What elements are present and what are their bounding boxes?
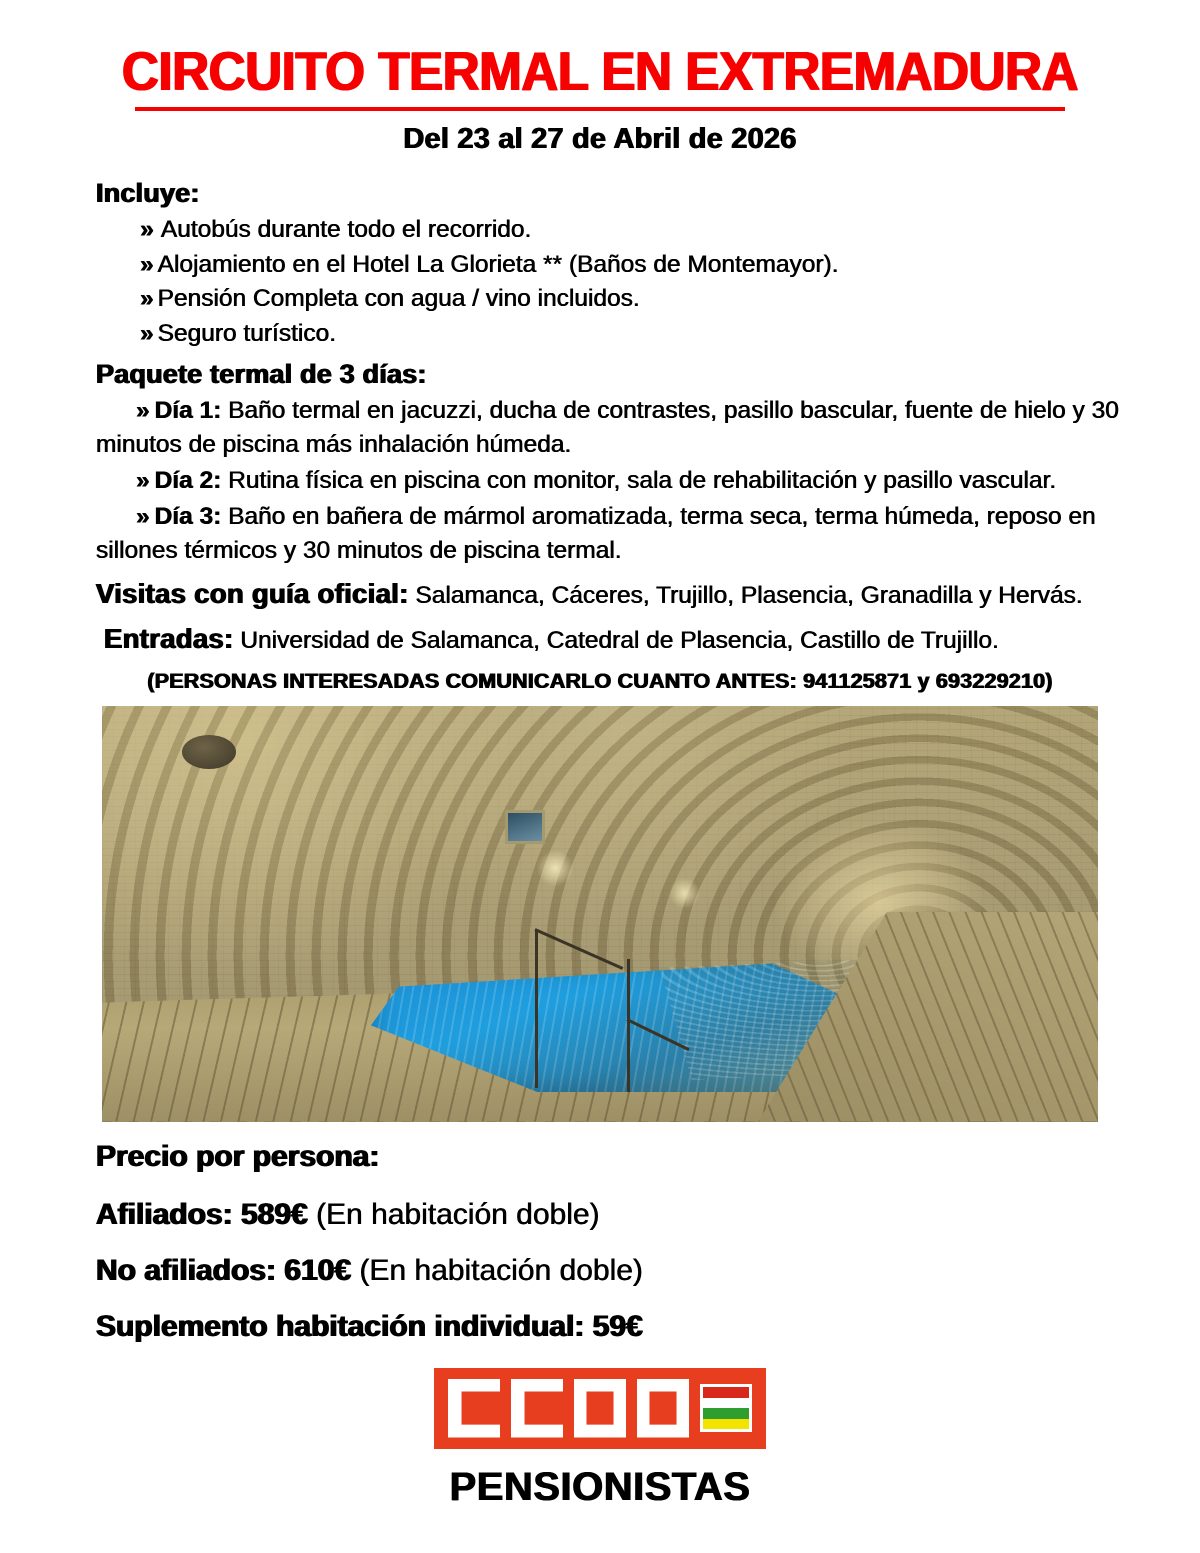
price-row-no-afiliados: [96, 1253, 1200, 1287]
day-label: Día 3:: [154, 502, 222, 530]
ceiling-oculus: [182, 735, 236, 769]
ccoo-letter-o-1: [574, 1379, 626, 1438]
price-label: Afiliados: 589€: [96, 1197, 308, 1231]
visits-text: Salamanca, Cáceres, Trujillo, Plasencia, Granadilla y Hervás.: [415, 582, 1083, 610]
chevron-icon: »: [136, 397, 150, 425]
tickets-heading: Entradas:: [104, 623, 234, 655]
package-day-3: [96, 500, 1138, 568]
day-text: Baño termal en jacuzzi, ducha de contrastes, pasillo bascular, fuente de hielo y 30 minutos de piscina más inhalación húmeda.: [96, 397, 1119, 459]
day-label: Día 2:: [154, 466, 222, 494]
organization-name: PENSIONISTAS: [449, 1464, 751, 1509]
day-text: Baño en bañera de mármol aromatizada, terma seca, terma húmeda, reposo en sillones térmicos y 30 minutos de piscina termal.: [96, 502, 1096, 564]
prices-heading: [96, 1139, 1200, 1173]
price-label: Suplemento habitación individual: 59€: [96, 1309, 643, 1343]
day-text: Rutina física en piscina con monitor, sala de rehabilitación y pasillo vascular.: [228, 466, 1057, 494]
price-note: (En habitación doble): [316, 1197, 600, 1231]
footer-logo-area: [0, 1368, 1200, 1510]
includes-list: [96, 213, 1138, 350]
ccoo-letter-o-2: [637, 1379, 689, 1438]
list-item: [140, 249, 1138, 282]
prices-section: [0, 1122, 1200, 1342]
package-day-2: [96, 464, 1138, 498]
includes-item-label: Alojamiento en el Hotel La Glorieta ** (Baños de Montemayor).: [157, 250, 839, 278]
ccoo-letter-c-1: [448, 1379, 500, 1438]
includes-item-label: Pensión Completa con agua / vino incluidos.: [157, 285, 640, 313]
page-title: CIRCUITO TERMAL EN EXTREMADURA: [121, 40, 1079, 102]
contact-notice: (PERSONAS INTERESADAS COMUNICARLO CUANTO ANTES: 941125871 y 693229210): [147, 668, 1053, 693]
poster-header: [0, 0, 1200, 156]
chevron-icon: »: [136, 466, 150, 494]
poster-body: [0, 156, 1200, 694]
list-item: [140, 318, 1138, 351]
package-heading: Paquete termal de 3 días:: [96, 359, 427, 390]
la-rioja-flag-icon: [700, 1384, 752, 1432]
price-note: (En habitación doble): [359, 1253, 643, 1287]
includes-heading: Incluye:: [96, 178, 200, 208]
list-item: [140, 213, 1138, 247]
ccoo-logo-inner: [448, 1379, 752, 1438]
price-row-suplemento: [96, 1309, 1200, 1343]
ccoo-letter-c-2: [511, 1379, 563, 1438]
thermal-pool-photo: [102, 706, 1098, 1122]
chevron-icon: »: [140, 285, 154, 313]
ccoo-logo: [434, 1368, 766, 1449]
pool-handrail: [535, 914, 764, 1089]
price-row-afiliados: [96, 1197, 1200, 1231]
tickets-text: Universidad de Salamanca, Catedral de Plasencia, Castillo de Trujillo.: [240, 627, 999, 655]
tickets-line: [96, 620, 1138, 657]
package-day-1: [96, 394, 1138, 462]
prices-heading-label: Precio por persona:: [96, 1139, 380, 1173]
list-item: [140, 283, 1138, 316]
price-label: No afiliados: 610€: [96, 1253, 352, 1287]
day-label: Día 1:: [154, 397, 222, 425]
chevron-icon: »: [140, 319, 154, 347]
visits-heading: Visitas con guía oficial:: [96, 578, 409, 610]
includes-item-label: Autobús durante todo el recorrido.: [160, 216, 532, 243]
includes-item-label: Seguro turístico.: [157, 319, 337, 347]
chevron-icon: »: [140, 215, 154, 243]
wall-window: [505, 810, 545, 844]
visits-line: [96, 575, 1138, 612]
chevron-icon: »: [136, 502, 150, 530]
chevron-icon: »: [140, 250, 154, 278]
title-underline: [135, 107, 1065, 111]
poster-dates: Del 23 al 27 de Abril de 2026: [403, 123, 797, 155]
